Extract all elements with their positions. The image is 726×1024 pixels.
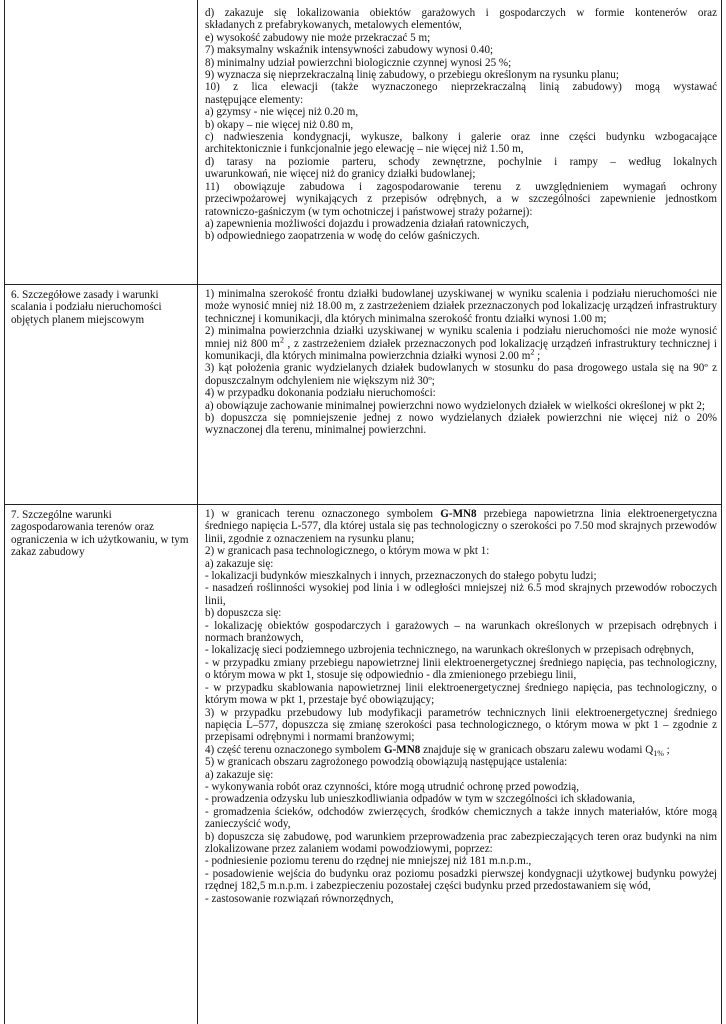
subscript: 1% xyxy=(653,748,664,758)
list-item: - w przypadku skablowania napowietrznej linii elektroenergetycznej średniego napięcia, pas technologiczny, o którym mowa w pkt 1, przestaje być obowiązujący; xyxy=(205,681,717,707)
text-span: znajduje się w granicach obszaru zalewu wodami Q xyxy=(420,743,654,756)
row-content-cell xyxy=(198,0,722,285)
list-item: - wykonywania robót oraz czynności, które mogą utrudnić ochronę przed powodzią, xyxy=(205,780,579,793)
list-item: 4) w przypadku dokonania podziału nieruchomości: xyxy=(205,387,436,400)
text-line: d) tarasy na poziomie parteru, schody zewnętrzne, pochylnie i rampy – według lokalnych xyxy=(205,155,717,168)
list-item: b) dopuszcza się zabudowę, pod warunkiem przeprowadzenia prac zabezpieczających teren oraz budynki na nim zlokalizowane przez zalaniem wodami powodziowymi, poprzez: xyxy=(205,830,717,855)
text-line: 10) z lica elewacji (także wyznaczonego nieprzekraczalną linią zabudowy) mogą wystawać xyxy=(205,81,717,94)
list-item xyxy=(205,744,717,756)
text-line: c) nadwieszenia kondygnacji, wykusze, balkony i galerie oraz inne części budynku wzbogacające xyxy=(205,131,717,144)
list-item: a) zakazuje się: xyxy=(205,557,274,570)
text-line: e) wysokość zabudowy nie może przekraczać 5 m; xyxy=(205,31,431,44)
text-line: architektonicznie i funkcjonalnie jego elewację – nie więcej niż 1.50 m, xyxy=(205,143,524,156)
text-line: d) zakazuje się lokalizowania obiektów garażowych i gospodarczych w formie kontenerów oraz xyxy=(205,7,717,19)
text-line: 11) obowiązuje zabudowa i zagospodarowanie terenu z uwzględnieniem wymagań ochrony xyxy=(205,180,717,193)
list-item: - posadowienie wejścia do budynku oraz poziomu posadzki pierwszej kondygnacji użytkowej budynku powyżej rzędnej 182,5 m.n.p.m. i zabezpieczeniu pozostałej części budynku przed przedostawaniem się wód, xyxy=(205,867,717,893)
list-item: a) zakazuje się: xyxy=(205,768,274,781)
table-row xyxy=(5,505,722,1024)
row-content-cell xyxy=(198,505,722,1024)
list-item: - lokalizację sieci podziemnego uzbrojenia technicznego, na warunkach określonych w przepisach odrębnych, xyxy=(205,644,694,657)
text-span: ; xyxy=(663,743,670,756)
text-span: 4) część terenu oznaczonego symbolem xyxy=(205,743,384,756)
table-row xyxy=(5,0,722,285)
row-label-cell xyxy=(5,505,198,1024)
text-line: następujące elementy: xyxy=(205,93,304,106)
text-span: 2) minimalna powierzchnia działki uzyskiwanej w wyniku scalenia i podziału nieruchomości nie może wynosić mniej niż 800 m xyxy=(205,325,717,350)
regulation-table xyxy=(4,0,722,1024)
list-item: 1) minimalna szerokość frontu działki budowlanej uzyskiwanej w wyniku scalenia i podziału nieruchomości nie może wynosić mniej niż 18.00 m, z zastrzeżeniem działek przeznaczonych pod lokalizację urządzeń infrastruktury technicznej i komunikacji, dla których minimalna szerokość frontu działki wynosi 1.00 m; xyxy=(205,288,717,325)
zone-symbol: G-MN8 xyxy=(440,508,477,520)
text-span: ; xyxy=(534,350,541,363)
list-item: b) dopuszcza się: xyxy=(205,607,282,620)
list-item: 3) kąt położenia granic wydzielanych działek budowlanych w stosunku do pasa drogowego ustala się na 90º z dopuszczalnym odchyleniem nie większym niż 30º; xyxy=(205,362,717,387)
list-item: a) obowiązuje zachowanie minimalnej powierzchni nowo wydzielonych działek w wielkości określonej w pkt 2; xyxy=(205,399,705,412)
text-line: b) odpowiedniego zaopatrzenia w wodę do celów gaśniczych. xyxy=(205,230,480,243)
list-item: - lokalizacji budynków mieszkalnych i innych, przeznaczonych do stałego pobytu ludzi; xyxy=(205,570,597,583)
row1-content xyxy=(198,0,721,243)
list-item: - gromadzenia ścieków, odchodów zwierzęcych, środków chemicznych a także innych materiałów, które mogą zanieczyścić wody, xyxy=(205,805,717,831)
text-line: 8) minimalny udział powierzchni biologicznie czynnej wynosi 25 %; xyxy=(205,56,512,69)
list-item: b) dopuszcza się pomniejszenie jednej z nowo wydzielanych działek powierzchni nie więcej niż o 20% wyznaczonej dla terenu, minimalnej powierzchni. xyxy=(205,412,717,437)
superscript: 2 xyxy=(279,334,284,344)
row-label-cell xyxy=(5,0,198,285)
list-item: - prowadzenia odzysku lub unieszkodliwiania odpadów w tym w szczególności ich składowania, xyxy=(205,793,636,806)
text-span: , z zastrzeżeniem działek przeznaczonych pod lokalizację urządzeń infrastruktury technicznej i komunikacji, dla których minimalna powierzchnia działki wynosi 2.00 m xyxy=(205,337,717,363)
zone-symbol: G-MN8 xyxy=(383,743,421,756)
list-item: - zastosowanie rozwiązań równorzędnych, xyxy=(205,892,394,905)
list-item xyxy=(205,508,717,545)
text-line: uwarunkowań, nie więcej niż do granicy działki budowlanej; xyxy=(205,168,476,181)
row-label-cell xyxy=(5,285,198,505)
text-line: b) okapy – nie więcej niż 0.80 m, xyxy=(205,118,354,131)
list-item: - podniesienie poziomu terenu do rzędnej nie mniejszej niż 181 m.n.p.m., xyxy=(205,855,532,868)
text-span: przebiega napowietrzna linia elektroenergetyczna średniego napięcia L-577, dla której ustala się pas technologiczny o szerokości po 7.50 mod skrajnych przewodów linii, zgodnie z oznaczeniem na rysunku planu; xyxy=(205,508,717,545)
row3-content xyxy=(198,505,721,905)
superscript: 2 xyxy=(530,347,535,357)
text-line: składanych z prefabrykowanych, metalowych elementów, xyxy=(205,19,462,32)
list-item xyxy=(205,325,717,362)
list-item: 5) w granicach obszaru zagrożonego powodzią obowiązują następujące ustalenia: xyxy=(205,756,568,769)
text-span: 1) w granicach terenu oznaczonego symbolem xyxy=(205,508,441,520)
text-line: 7) maksymalny wskaźnik intensywności zabudowy wynosi 0.40; xyxy=(205,44,494,57)
row2-content xyxy=(198,285,721,437)
list-item: - nasadzeń roślinności wysokiej pod linia i w odległości mniejszej niż 6.5 mod skrajnych przewodów roboczych linii, xyxy=(205,582,717,607)
row-label: 6. Szczegółowe zasady i warunki scalania i podziału nieruchomości objętych planem miejscowym xyxy=(11,289,162,326)
list-item: 3) w przypadku przebudowy lub modyfikacji parametrów technicznych linii elektroenergetycznej średniego napięcia L–577, dopuszcza się zmianę szerokości pasa technologicznego, o którym mowa w pkt 1 – zgodnie z przepisami odrębnymi i normami branżowymi; xyxy=(205,706,717,744)
list-item: 2) w granicach pasa technologicznego, o którym mowa w pkt 1: xyxy=(205,545,490,558)
text-line: ratowniczo-gaśniczym (w tym ochotniczej i państwowej straży pożarnej): xyxy=(205,205,533,218)
row-label: 7. Szczególne warunki zagospodarowania terenów oraz ograniczenia w ich użytkowaniu, w tym zakaz zabudowy xyxy=(11,509,189,559)
text-line: przeciwpożarowej wynikających z przepisów odrębnych, a w szczególności zapewnienie jednostkom xyxy=(205,193,717,206)
text-line: a) gzymsy - nie więcej niż 0.20 m, xyxy=(205,106,359,119)
text-line: 9) wyznacza się nieprzekraczalną linię zabudowy, o przebiegu określonym na rysunku planu; xyxy=(205,69,619,82)
list-item: - w przypadku zmiany przebiegu napowietrznej linii elektroenergetycznej średniego napięcia, pas technologiczny, o którym mowa w pkt 1, stosuje się odpowiednio - dla zmienionego przebiegu linii, xyxy=(205,656,717,682)
text-line: a) zapewnienia możliwości dojazdu i prowadzenia działań ratowniczych, xyxy=(205,217,530,230)
row-content-cell xyxy=(198,285,722,505)
table-row xyxy=(5,285,722,505)
list-item: - lokalizację obiektów gospodarczych i garażowych – na warunkach określonych w przepisach odrębnych i normach branżowych, xyxy=(205,619,717,645)
